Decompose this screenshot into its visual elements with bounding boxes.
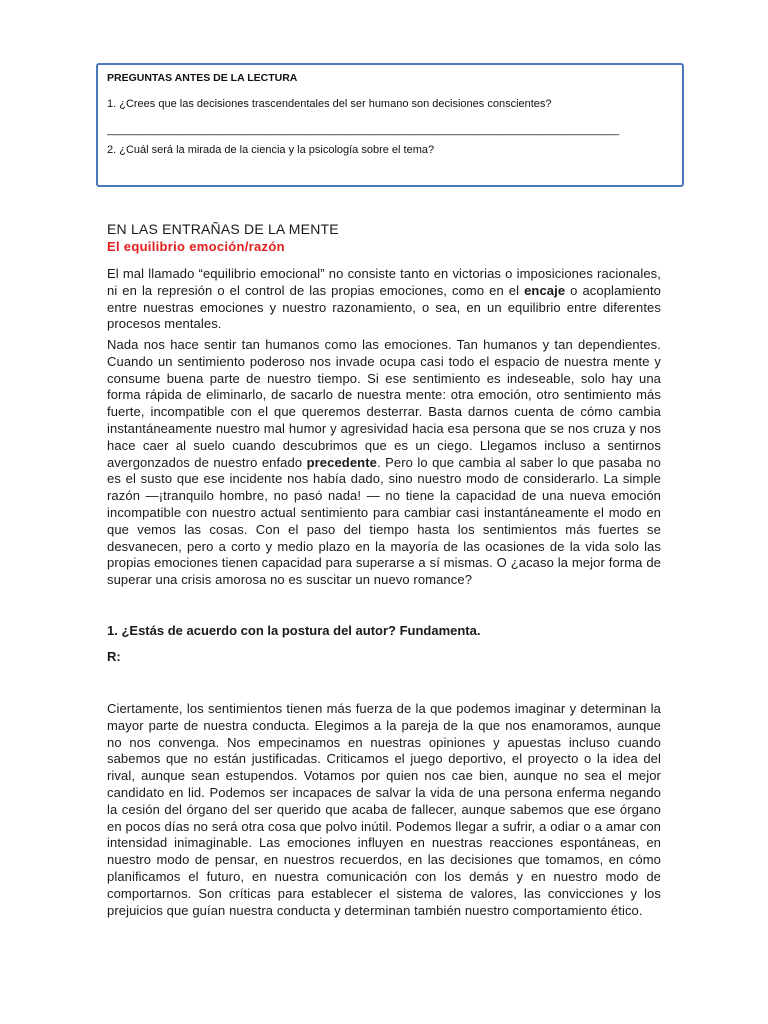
keyword-encaje: encaje	[524, 282, 566, 298]
answer-line: ________________________________________________________________________________________	[107, 124, 619, 136]
questions-box	[96, 63, 684, 187]
answer-label: R:	[107, 649, 121, 664]
article-title: EN LAS ENTRAÑAS DE LA MENTE	[107, 221, 339, 237]
keyword-precedente: precedente	[306, 454, 377, 470]
question-1: 1. ¿Crees que las decisiones trascendentales del ser humano son decisiones conscientes?	[107, 98, 552, 110]
paragraph-1	[107, 266, 661, 333]
article-subtitle: El equilibrio emoción/razón	[107, 239, 285, 254]
paragraph-2	[107, 337, 661, 589]
question-2: 2. ¿Cuál será la mirada de la ciencia y la psicología sobre el tema?	[107, 144, 435, 156]
paragraph-2-text-a: Nada nos hace sentir tan humanos como las emociones. Tan humanos y tan dependientes. Cuando un sentimiento poderoso nos invade ocupa casi todo el espacio de nuestra mente y consume buena parte de nuestro tiempo. Si ese sentimiento es indeseable, solo hay una forma rápida de eliminarlo, de sacarlo de nuestra mente: otra emoción, otro sentimiento más fuerte, incompatible con el que queremos desterrar. Basta darnos cuenta de cómo cambia instantáneamente nuestro mal humor y agresividad hacia esa persona que se nos cruza y nos hace caer al suelo cuando descubrimos que es un ciego. Llegamos incluso a sentirnos avergonzados de nuestro enfado	[107, 337, 661, 470]
paragraph-1-text-a: El mal llamado “equilibrio emocional” no consiste tanto en victorias o imposiciones racionales, ni en la represión o el control de las propias emociones, como en el	[107, 266, 661, 298]
paragraph-2-text-b: . Pero lo que cambia al saber lo que pasaba no es el susto que ese incidente nos había dado, sino nuestro modo de considerarlo. La simple razón —¡tranquilo hombre, no pasó nada! — no tiene la capacidad de una nueva emoción incompatible con nuestro actual sentimiento para cambiar casi instantáneamente el modo en que vemos las cosas. Con el paso del tiempo hasta los sentimientos más fuertes se desvanecen, pero a corto y medio plazo en la mayoría de las ocasiones de la vida solo las propias emociones tienen capacidad para superarse a sí mismas. O ¿acaso la mejor forma de superar una crisis amorosa no es suscitar un nuevo romance?	[107, 454, 661, 588]
author-question: 1. ¿Estás de acuerdo con la postura del autor? Fundamenta.	[107, 623, 481, 638]
questions-heading: PREGUNTAS ANTES DE LA LECTURA	[107, 72, 298, 84]
paragraph-3: Ciertamente, los sentimientos tienen más fuerza de la que podemos imaginar y determinan la mayor parte de nuestra conducta. Elegimos a la pareja de la que nos enamoramos, aunque no nos convenga. Nos empecinamos en nuestras opiniones y apuestas incluso cuando sabemos que no están justificadas. Criticamos el juego deportivo, el proyecto o la idea del rival, aunque sean estupendos. Votamos por quien nos cae bien, aunque no sea el mejor candidato en lid. Podemos ser incapaces de salvar la vida de una persona enferma negando la cesión del órgano del ser querido que acaba de fallecer, aunque sabemos que ese órgano en pocos días no será otra cosa que polvo inútil. Podemos llegar a sufrir, a odiar o a amar con intensidad inimaginable. Las emociones influyen en nuestras reacciones espontáneas, en nuestro modo de pensar, en nuestros recuerdos, en las decisiones que tomamos, en cómo planificamos el futuro, en nuestra comunicación con los demás y en nuestro modo de comportarnos. Son críticas para establecer el sistema de valores, las convicciones y los prejuicios que guían nuestra conducta y determinan también nuestro comportamiento ético.	[107, 701, 661, 918]
paragraph-1-text-b: o acoplamiento entre nuestras emociones y nuestro razonamiento, o sea, en un equilibrio entre diferentes procesos mentales.	[107, 282, 661, 332]
